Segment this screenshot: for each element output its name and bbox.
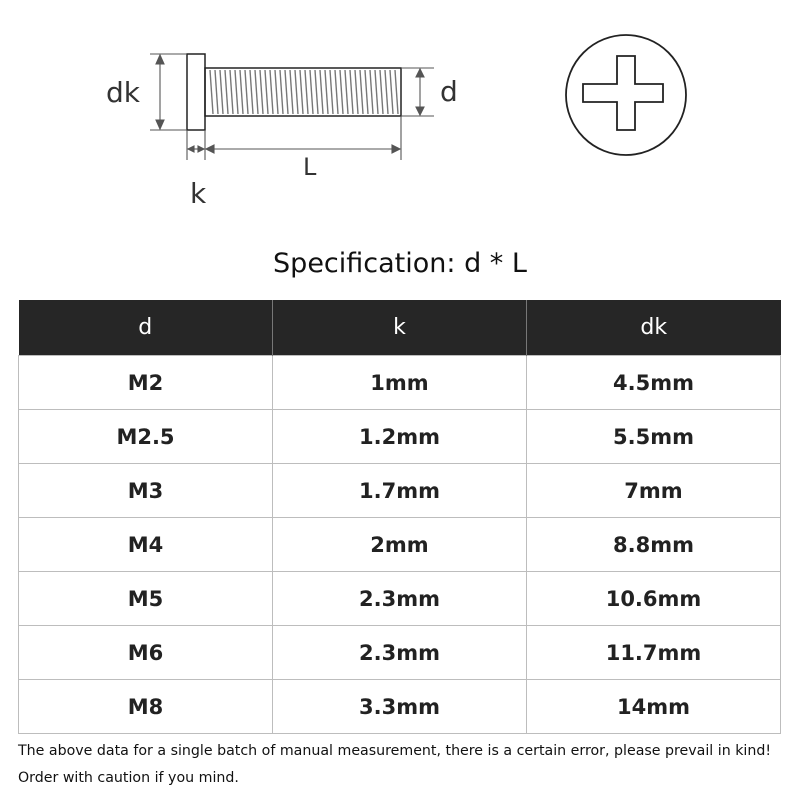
cell-d: M5: [19, 572, 273, 626]
header-k: k: [273, 300, 527, 356]
screw-side-view: [187, 54, 401, 130]
thread-line: [395, 70, 398, 114]
cell-dk: 10.6mm: [527, 572, 781, 626]
thread-line: [250, 70, 253, 114]
table-row: [19, 464, 781, 518]
thread-line: [310, 70, 313, 114]
specification-table: [18, 300, 781, 734]
thread-line: [375, 70, 378, 114]
thread-line: [320, 70, 323, 114]
table-row: [19, 572, 781, 626]
d-label: d: [440, 75, 458, 108]
thread-line: [215, 70, 218, 114]
thread-line: [345, 70, 348, 114]
cell-dk: 5.5mm: [527, 410, 781, 464]
thread-line: [340, 70, 343, 114]
thread-line: [300, 70, 303, 114]
thread-line: [315, 70, 318, 114]
thread-line: [275, 70, 278, 114]
cell-k: 1.7mm: [273, 464, 527, 518]
thread-line: [360, 70, 363, 114]
thread-line: [335, 70, 338, 114]
thread-line: [370, 70, 373, 114]
l-label: L: [303, 153, 317, 181]
thread-line: [225, 70, 228, 114]
thread-line: [380, 70, 383, 114]
thread-line: [280, 70, 283, 114]
cell-k: 1mm: [273, 356, 527, 410]
cell-d: M2.5: [19, 410, 273, 464]
thread-line: [255, 70, 258, 114]
cell-dk: 11.7mm: [527, 626, 781, 680]
screw-head: [187, 54, 205, 130]
thread-line: [330, 70, 333, 114]
cell-d: M6: [19, 626, 273, 680]
dk-label: dk: [106, 76, 140, 109]
header-dk: dk: [527, 300, 781, 356]
screw-dimension-diagram: [0, 0, 800, 230]
thread-line: [270, 70, 273, 114]
thread-line: [290, 70, 293, 114]
cell-k: 3.3mm: [273, 680, 527, 734]
cell-dk: 4.5mm: [527, 356, 781, 410]
thread-line: [385, 70, 388, 114]
thread-line: [245, 70, 248, 114]
screw-threads: [210, 70, 398, 114]
cell-k: 2.3mm: [273, 626, 527, 680]
header-d: d: [19, 300, 273, 356]
table-row: [19, 680, 781, 734]
thread-line: [285, 70, 288, 114]
cell-d: M2: [19, 356, 273, 410]
thread-line: [240, 70, 243, 114]
cell-k: 1.2mm: [273, 410, 527, 464]
thread-line: [325, 70, 328, 114]
thread-line: [355, 70, 358, 114]
table-row: [19, 518, 781, 572]
cell-k: 2mm: [273, 518, 527, 572]
thread-line: [350, 70, 353, 114]
phillips-cross-icon: [566, 35, 686, 155]
thread-line: [305, 70, 308, 114]
thread-line: [220, 70, 223, 114]
thread-line: [390, 70, 393, 114]
table-header-row: [19, 300, 781, 356]
cell-dk: 7mm: [527, 464, 781, 518]
thread-line: [210, 70, 213, 114]
thread-line: [265, 70, 268, 114]
table-row: [19, 356, 781, 410]
thread-line: [235, 70, 238, 114]
cell-d: M3: [19, 464, 273, 518]
thread-line: [230, 70, 233, 114]
thread-line: [260, 70, 263, 114]
table-row: [19, 626, 781, 680]
cell-dk: 8.8mm: [527, 518, 781, 572]
specification-title: Specification: d * L: [273, 248, 527, 279]
table-row: [19, 410, 781, 464]
cell-k: 2.3mm: [273, 572, 527, 626]
disclaimer-note: The above data for a single batch of manual measurement, there is a certain error, please prevail in kind! Order with caution if you mind.: [18, 743, 772, 786]
thread-line: [295, 70, 298, 114]
cell-d: M4: [19, 518, 273, 572]
cell-dk: 14mm: [527, 680, 781, 734]
thread-line: [365, 70, 368, 114]
cell-d: M8: [19, 680, 273, 734]
k-label: k: [190, 177, 207, 210]
